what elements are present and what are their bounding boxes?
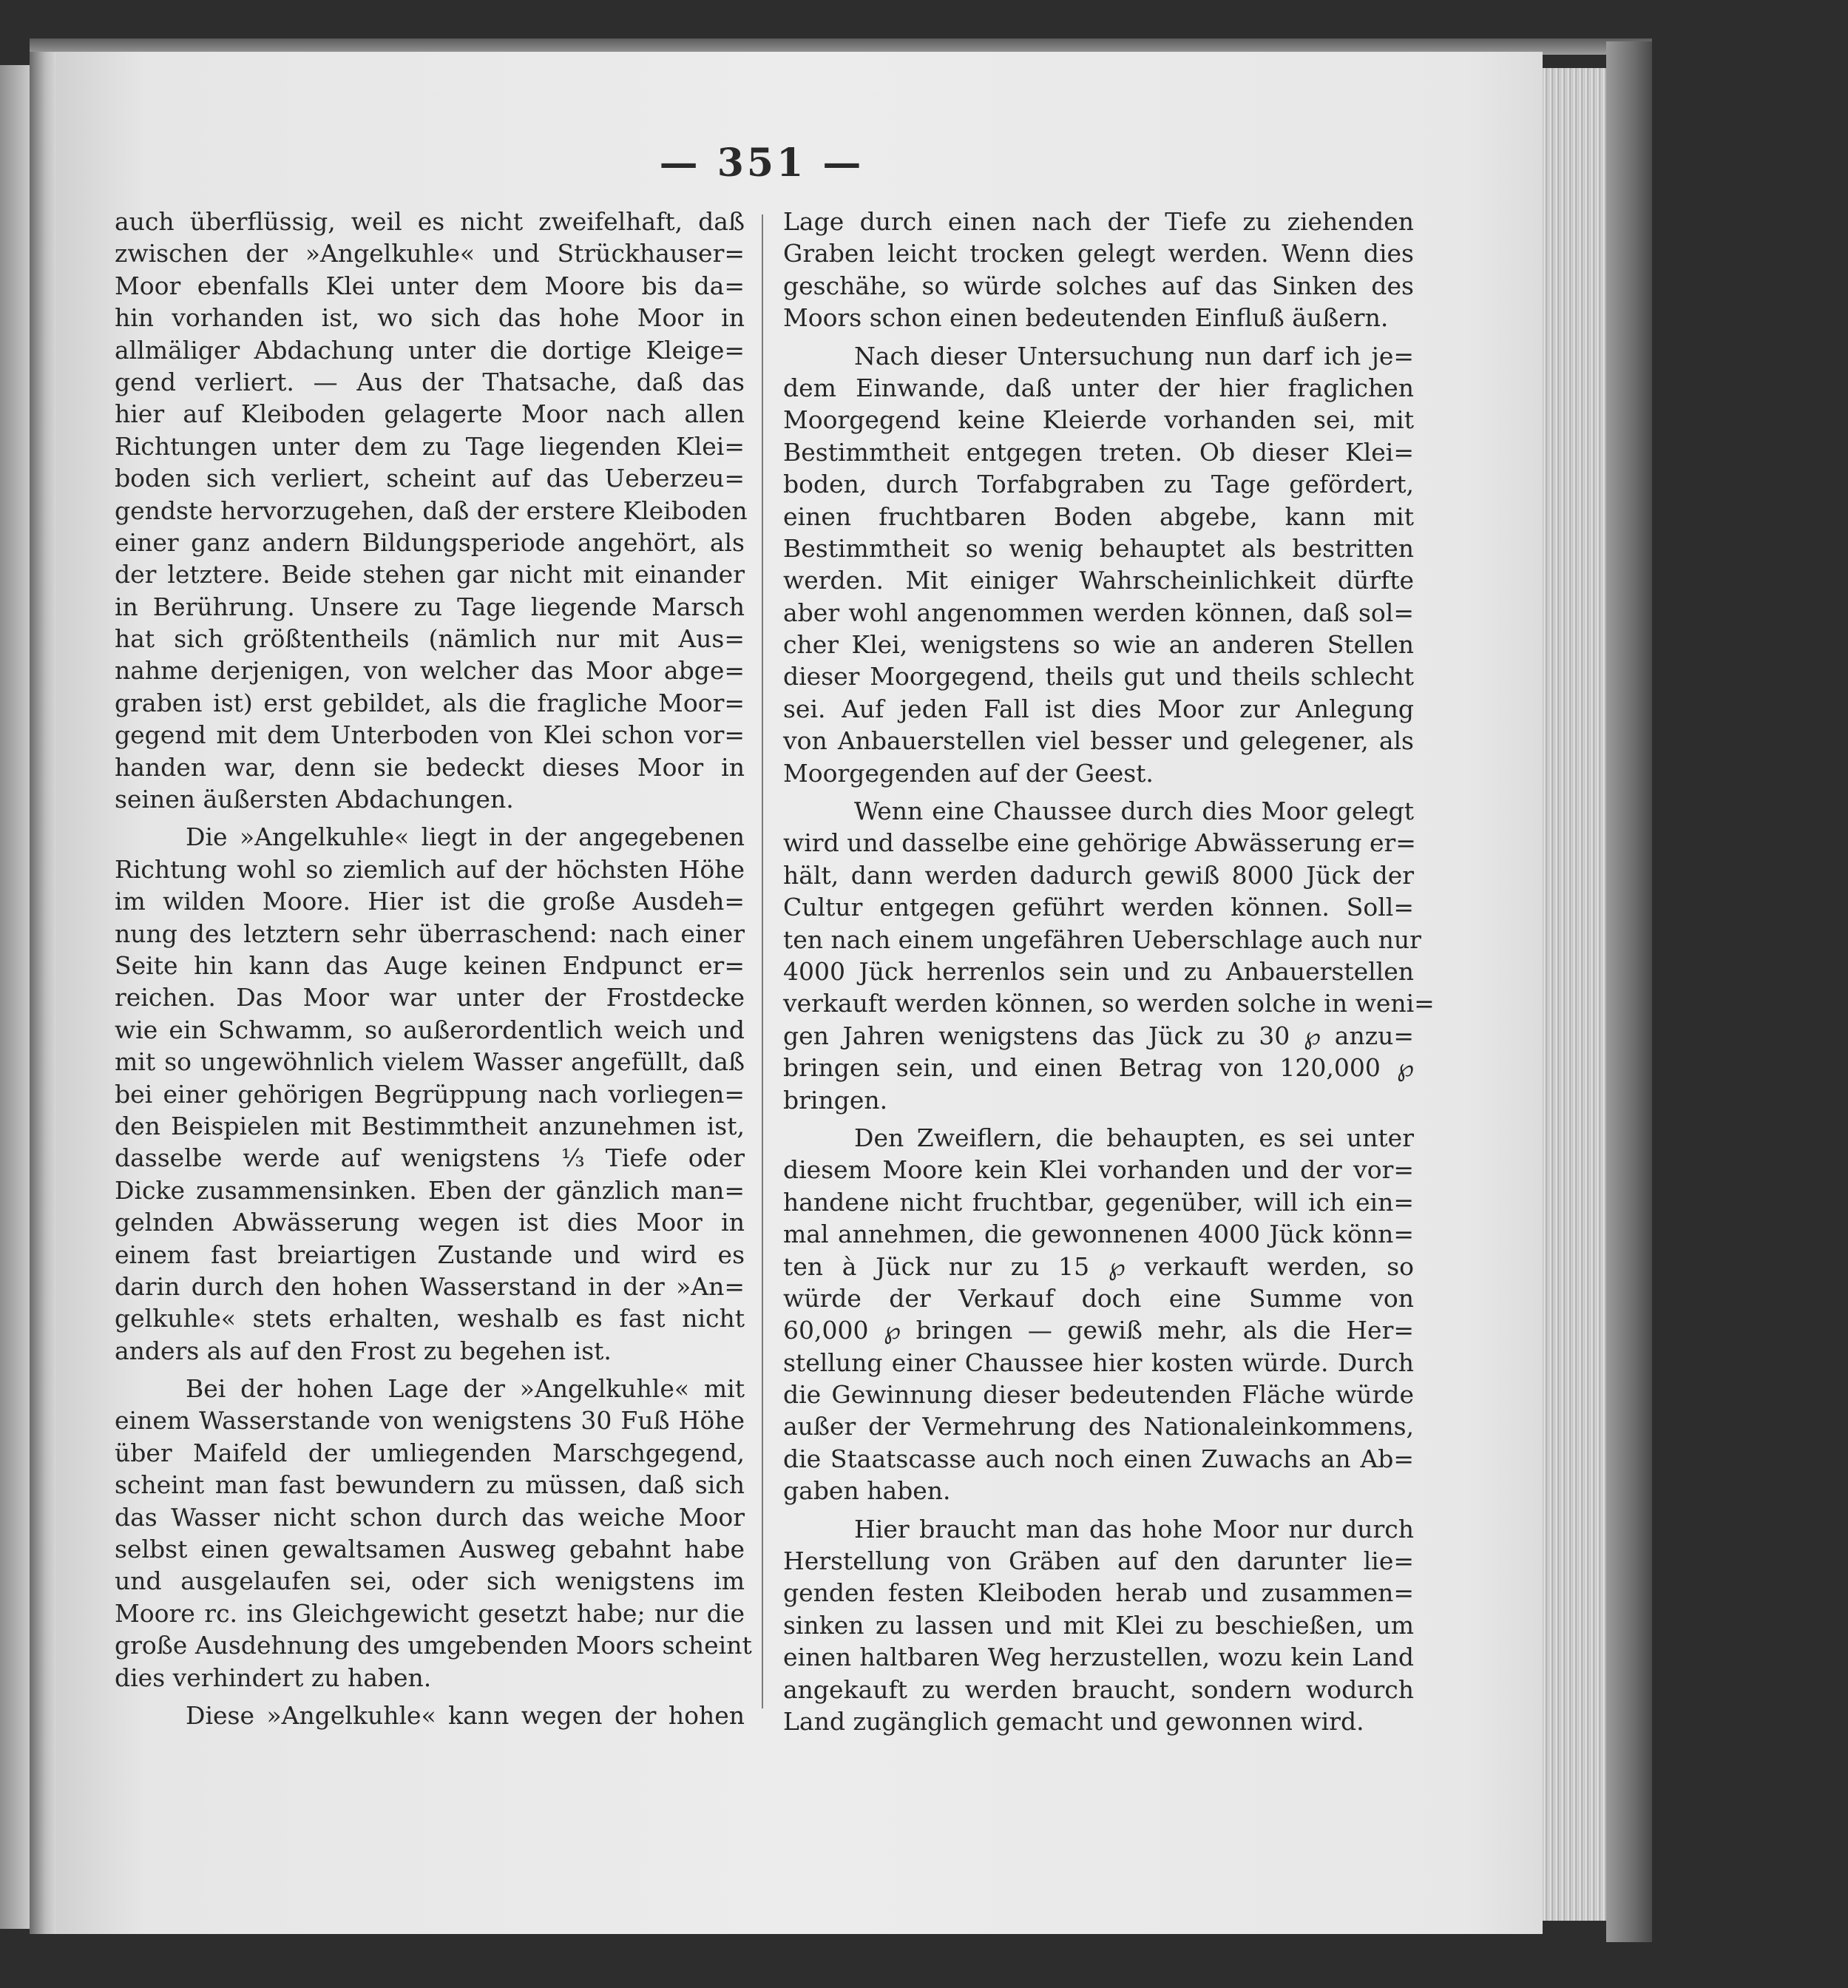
text-line: gen Jahren wenigstens das Jück zu 30 ℘ anzu= (783, 1021, 1414, 1050)
text-line: einen haltbaren Weg herzustellen, wozu kein Land (783, 1643, 1414, 1672)
text-line: Richtungen unter dem zu Tage liegenden Klei= (115, 431, 745, 461)
text-line: 4000 Jück herrenlos sein und zu Anbauerstellen (783, 956, 1414, 986)
column-divider (762, 214, 763, 1708)
text-line: gaben haben. (783, 1476, 951, 1506)
text-line: Die »Angelkuhle« liegt in der angegebenen (186, 822, 745, 852)
text-line: dies verhindert zu haben. (115, 1663, 432, 1692)
text-line: in Berührung. Unsere zu Tage liegende Marsch (115, 592, 745, 621)
book-cover-right-edge (1606, 41, 1652, 1942)
text-line: anders als auf den Frost zu begehen ist. (115, 1336, 612, 1365)
text-line: Dicke zusammensinken. Eben der gänzlich man= (115, 1175, 745, 1205)
text-line: Lage durch einen nach der Tiefe zu ziehenden (783, 207, 1414, 236)
text-line: würde der Verkauf doch eine Summe von (783, 1283, 1414, 1313)
text-line: zwischen der »Angelkuhle« und Strückhauser= (115, 239, 745, 268)
text-line: werden. Mit einiger Wahrscheinlichkeit dürfte (783, 566, 1414, 595)
text-line: stellung einer Chaussee hier kosten würde. Durch (783, 1348, 1414, 1377)
text-line: dem Einwande, daß unter der hier fraglichen (783, 373, 1414, 402)
text-line: Bestimmtheit entgegen treten. Ob dieser Klei= (783, 437, 1414, 467)
text-line: gegend mit dem Unterboden von Klei schon vor= (115, 720, 745, 750)
text-line: sinken zu lassen und mit Klei zu beschießen, um (783, 1610, 1414, 1640)
page-number: — 351 — (659, 141, 864, 186)
text-line: gelkuhle« stets erhalten, weshalb es fast nicht (115, 1304, 745, 1333)
text-line: der letztere. Beide stehen gar nicht mit einander (115, 560, 745, 589)
text-line: reichen. Das Moor war unter der Frostdecke (115, 983, 745, 1012)
text-line: gelnden Abwässerung wegen ist dies Moor in (115, 1208, 745, 1237)
text-line: geschähe, so würde solches auf das Sinken des (783, 271, 1414, 300)
text-line: Moorgegend keine Kleierde vorhanden sei, mit (783, 405, 1414, 435)
text-line: Cultur entgegen geführt werden können. Soll= (783, 893, 1414, 922)
text-line: boden sich verliert, scheint auf das Ueberzeu= (115, 464, 745, 493)
text-line: Den Zweiflern, die behaupten, es sei unter (854, 1123, 1414, 1152)
text-line: Bestimmtheit so wenig behauptet als bestritten (783, 533, 1414, 563)
text-line: von Anbauerstellen viel besser und gelegener, als (783, 726, 1414, 756)
text-line: handen war, denn sie bedeckt dieses Moor in (115, 752, 745, 782)
text-line: seinen äußersten Abdachungen. (115, 785, 514, 814)
text-line: ten à Jück nur zu 15 ℘ verkauft werden, so (783, 1251, 1414, 1281)
text-line: 60,000 ℘ bringen — gewiß mehr, als die Her= (783, 1316, 1414, 1345)
text-line: im wilden Moore. Hier ist die große Ausdeh= (115, 887, 745, 916)
text-line: bei einer gehörigen Begrüppung nach vorliegen= (115, 1079, 745, 1109)
text-line: hier auf Kleiboden gelagerte Moor nach allen (115, 399, 745, 429)
text-line: die Staatscasse auch noch einen Zuwachs an Ab= (783, 1444, 1414, 1473)
text-line: Nach dieser Untersuchung nun darf ich je= (854, 341, 1414, 371)
text-line: Seite hin kann das Auge keinen Endpunct er= (115, 950, 745, 980)
text-line: darin durch den hohen Wasserstand in der »An= (115, 1271, 745, 1301)
text-line: genden festen Kleiboden herab und zusammen= (783, 1578, 1414, 1608)
text-line: die Gewinnung dieser bedeutenden Fläche würde (783, 1380, 1414, 1410)
text-line: handene nicht fruchtbar, gegenüber, will ich ein= (783, 1187, 1414, 1217)
text-line: einer ganz andern Bildungsperiode angehört, als (115, 527, 745, 557)
text-line: bringen sein, und einen Betrag von 120,000 ℘ (783, 1053, 1414, 1083)
text-line: einen fruchtbaren Boden abgebe, kann mit (783, 501, 1414, 531)
text-line: boden, durch Torfabgraben zu Tage gefördert, (783, 470, 1414, 499)
text-line: selbst einen gewaltsamen Ausweg gebahnt habe (115, 1535, 745, 1564)
text-line: mit so ungewöhnlich vielem Wasser angefüllt, daß (115, 1047, 745, 1077)
text-line: sei. Auf jeden Fall ist dies Moor zur Anlegung (783, 694, 1414, 723)
text-line: hin vorhanden ist, wo sich das hohe Moor in (115, 303, 745, 333)
text-line: Land zugänglich gemacht und gewonnen wird. (783, 1706, 1364, 1736)
text-line: Moor ebenfalls Klei unter dem Moore bis da= (115, 271, 745, 300)
text-line: dasselbe werde auf wenigstens ⅓ Tiefe oder (115, 1143, 745, 1173)
text-line: hat sich größtentheils (nämlich nur mit Aus= (115, 624, 745, 654)
text-line: Moore rc. ins Gleichgewicht gesetzt habe; nur die (115, 1598, 745, 1628)
text-line: nung des letztern sehr überraschend: nach einer (115, 919, 745, 948)
page-block-edge (1543, 68, 1606, 1921)
text-line: cher Klei, wenigstens so wie an anderen Stellen (783, 630, 1414, 660)
text-line: gend verliert. — Aus der Thatsache, daß das (115, 367, 745, 396)
text-line: ten nach einem ungefähren Ueberschlage auch nur (783, 924, 1421, 954)
text-line: dieser Moorgegend, theils gut und theils schlecht (783, 662, 1414, 692)
text-line: diesem Moore kein Klei vorhanden und der vor= (783, 1155, 1414, 1185)
text-line: einem Wasserstande von wenigstens 30 Fuß Höhe (115, 1406, 745, 1436)
text-line: das Wasser nicht schon durch das weiche Moor (115, 1502, 745, 1532)
text-line: außer der Vermehrung des Nationaleinkommens, (783, 1412, 1414, 1441)
text-line: Moors schon einen bedeutenden Einfluß äußern. (783, 303, 1389, 333)
text-line: allmäliger Abdachung unter die dortige Kleige= (115, 335, 745, 365)
previous-page-sliver (0, 65, 30, 1929)
text-line: nahme derjenigen, von welcher das Moor abge= (115, 656, 745, 686)
text-line: Graben leicht trocken gelegt werden. Wenn dies (783, 239, 1414, 268)
text-column-left (115, 206, 752, 1731)
text-line: Bei der hohen Lage der »Angelkuhle« mit (186, 1374, 745, 1404)
text-line: Wenn eine Chaussee durch dies Moor gelegt (854, 797, 1414, 826)
text-line: verkauft werden können, so werden solche in weni= (783, 989, 1435, 1018)
text-line: hält, dann werden dadurch gewiß 8000 Jück der (783, 860, 1414, 890)
text-line: bringen. (783, 1085, 888, 1115)
book-gutter (30, 52, 56, 1934)
text-line: aber wohl angenommen werden können, daß sol= (783, 598, 1414, 627)
text-line: auch überflüssig, weil es nicht zweifelhaft, daß (115, 207, 745, 236)
text-line: angekauft zu werden braucht, sondern wodurch (783, 1674, 1414, 1704)
text-line: wird und dasselbe eine gehörige Abwässerung er= (783, 828, 1416, 858)
text-line: Moorgegenden auf der Geest. (783, 758, 1154, 788)
text-line: den Beispielen mit Bestimmtheit anzunehmen ist, (115, 1111, 745, 1140)
text-line: Herstellung von Gräben auf den darunter lie= (783, 1546, 1414, 1576)
text-line: und ausgelaufen sei, oder sich wenigstens im (115, 1566, 745, 1596)
text-line: mal annehmen, die gewonnenen 4000 Jück könn= (783, 1220, 1414, 1249)
text-line: gendste hervorzugehen, daß der erstere Kleiboden (115, 496, 748, 525)
text-column-right (783, 206, 1435, 1737)
text-line: große Ausdehnung des umgebenden Moors scheint (115, 1631, 752, 1660)
text-line: scheint man fast bewundern zu müssen, daß sich (115, 1470, 745, 1500)
text-line: Diese »Angelkuhle« kann wegen der hohen (186, 1700, 745, 1730)
text-line: Hier braucht man das hohe Moor nur durch (854, 1514, 1414, 1544)
text-line: über Maifeld der umliegenden Marschgegend, (115, 1438, 745, 1467)
text-line: wie ein Schwamm, so außerordentlich weich und (115, 1015, 745, 1044)
text-line: Richtung wohl so ziemlich auf der höchsten Höhe (115, 854, 745, 884)
text-line: einem fast breiartigen Zustande und wird es (115, 1240, 745, 1269)
text-line: graben ist) erst gebildet, als die fragliche Moor= (115, 688, 745, 717)
